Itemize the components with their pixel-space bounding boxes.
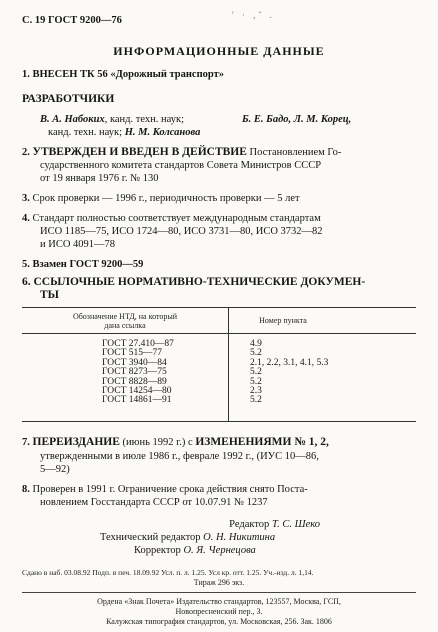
table-row-document: ГОСТ 3940—84	[102, 357, 167, 368]
imprint-line-1: Сдано в наб. 03.08.92 Подп. в печ. 18.09.92 Усл. п. л. 1.25. Усл кр. отт. 1.25. Уч.-изд. л. 1,14.	[22, 568, 314, 577]
table-row-document: ГОСТ 515—77	[102, 348, 162, 359]
table-row-clause: 2.1, 2.2, 3.1, 4.1, 5.3	[250, 357, 329, 368]
table-row-clause: 4.9	[250, 339, 262, 349]
imprint-rule	[22, 592, 416, 593]
item-7-line-1	[22, 436, 329, 449]
editor-line-3	[134, 544, 256, 557]
developers-heading: РАЗРАБОТЧИКИ	[22, 93, 115, 105]
item-6-line-1	[22, 276, 365, 288]
item-8-line-2: новлением Госстандарта СССР от 10.07.91 № 1237	[40, 497, 268, 508]
table-bottom-rule	[22, 421, 416, 422]
page-title: ИНФОРМАЦИОННЫЕ ДАННЫЕ	[113, 44, 325, 58]
table-row-clause: 5.2	[250, 348, 262, 359]
item-8-number: 8.	[22, 484, 30, 495]
imprint-line-3: Ордена «Знак Почета» Издательство стандартов, 123557, Москва, ГСП,	[97, 597, 341, 606]
editor-name-1: Т. С. Шеко	[271, 519, 320, 530]
item-4-line-1	[22, 212, 321, 225]
imprint-line-4: Новопресненский пер., 3.	[175, 607, 263, 616]
editor-role-1: Редактор	[229, 519, 270, 530]
item-4-line-3: и ИСО 4091—78	[40, 239, 116, 250]
header-marks: ' · ,ˇ .	[232, 10, 275, 20]
item-7-text-1: (июнь 1992 г.) с	[122, 437, 193, 448]
developer-name-3: Н. М. Колсанова	[124, 127, 201, 138]
editor-role-2: Технический редактор	[100, 532, 201, 543]
editor-name-3: О. Я. Чернецова	[183, 545, 256, 556]
item-2-number: 2.	[22, 147, 30, 158]
item-2-line-1	[22, 146, 341, 159]
item-7-bold-1: ПЕРЕИЗДАНИЕ	[32, 436, 120, 448]
item-3	[22, 192, 300, 205]
page-header: С. 19 ГОСТ 9200—76	[22, 15, 122, 26]
item-7-bold-2: ИЗМЕНЕНИЯМИ № 1, 2,	[195, 436, 329, 448]
developer-names-2: Б. Е. Бадо, Л. М. Корец,	[242, 114, 352, 125]
item-3-text: Срок проверки — 1996 г., периодичность проверки — 5 лет	[32, 193, 300, 204]
developer-degree-2: канд. техн. наук;	[48, 127, 123, 138]
item-6-text-1: ССЫЛОЧНЫЕ НОРМАТИВНО-ТЕХНИЧЕСКИЕ ДОКУМЕН-	[33, 276, 366, 288]
item-7-line-2: утвержденными в июле 1986 г., феврале 1992 г., (ИУС 10—86,	[40, 451, 319, 462]
table-row-clause: 5.2	[250, 376, 262, 387]
item-7-number: 7.	[22, 437, 30, 448]
developers-line-1	[40, 113, 184, 126]
item-8-line-1	[22, 483, 308, 496]
item-6-line-2: ТЫ	[40, 289, 59, 301]
item-2-line-3: от 19 января 1976 г. № 130	[40, 173, 159, 184]
table-row-clause: 2.3	[250, 386, 262, 396]
editor-line-1	[0, 518, 320, 531]
item-5-text: Взамен ГОСТ 9200—59	[32, 259, 144, 270]
imprint-line-5: Калужская типография стандартов, ул. Московская, 256. Зак. 1806	[106, 617, 332, 626]
item-4-text-1: Стандарт полностью соответствует международным стандартам	[32, 213, 321, 224]
table-row-document: ГОСТ 8273—75	[102, 367, 167, 378]
item-2-line-2: сударственного комитета стандартов Совета Министров СССР	[40, 160, 322, 171]
item-1-number: 1.	[22, 69, 30, 80]
table-row-clause: 5.2	[250, 395, 262, 406]
table-header-document: Обозначение НТД, на который дана ссылка	[72, 312, 178, 330]
item-1-text: ВНЕСЕН ТК 56 «Дорожный транспорт»	[32, 69, 225, 80]
imprint-line-2: Тираж 296 экз.	[193, 578, 245, 587]
item-6-number: 6.	[22, 276, 31, 288]
table-row-clause: 5.2	[250, 367, 262, 378]
item-3-number: 3.	[22, 193, 30, 204]
item-4-number: 4.	[22, 213, 30, 224]
item-7-line-3: 5—92)	[40, 464, 70, 475]
developer-name-1: В. А. Набоких	[40, 114, 105, 125]
item-1	[22, 68, 224, 81]
item-5-number: 5.	[22, 259, 30, 270]
item-4-line-2: ИСО 1185—75, ИСО 1724—80, ИСО 3731—80, ИСО 3732—82	[40, 226, 323, 237]
developers-line-2	[48, 126, 200, 139]
table-row-document: ГОСТ 14254—80	[102, 386, 172, 396]
editor-line-2	[100, 531, 275, 544]
reference-table	[22, 307, 416, 421]
item-2-bold: УТВЕРЖДЕН И ВВЕДЕН В ДЕЙСТВИЕ	[32, 146, 247, 158]
table-top-rule	[22, 307, 416, 308]
developer-degree-1: , канд. техн. наук;	[104, 114, 184, 125]
editor-role-3: Корректор	[134, 545, 181, 556]
table-row-document: ГОСТ 14861—91	[102, 395, 172, 406]
item-5	[22, 258, 143, 271]
table-header-rule	[22, 333, 416, 334]
table-row-document: ГОСТ 8828—89	[102, 376, 167, 387]
table-header-clause: Номер пункта	[259, 316, 307, 325]
item-2-text-1: Постановлением Го-	[249, 147, 342, 158]
table-row-document: ГОСТ 27.410—87	[102, 339, 174, 349]
editor-name-2: О. Н. Никитина	[203, 532, 276, 543]
item-8-text-1: Проверен в 1991 г. Ограничение срока действия снято Поста-	[32, 484, 308, 495]
